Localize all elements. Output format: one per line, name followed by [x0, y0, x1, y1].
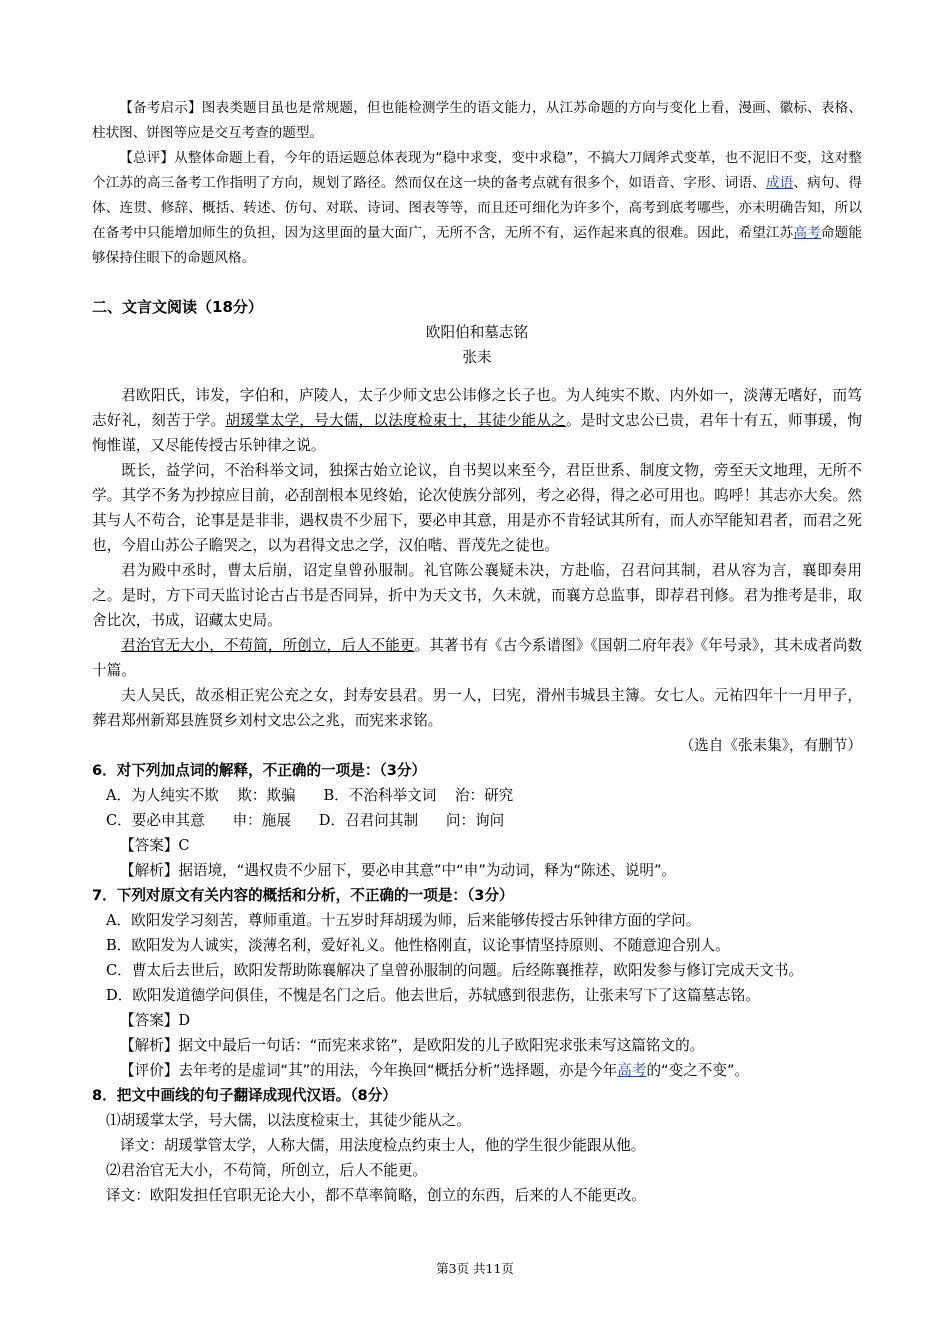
- section-heading: 二、文言文阅读（18分）: [92, 298, 263, 316]
- comment-text: 的“变之不变”。: [646, 1062, 750, 1079]
- underlined-sentence-2: 君治官无大小，不苟简，所创立，后人不能更: [121, 637, 415, 654]
- page-content: [92, 96, 862, 1208]
- exam-tip-paragraph: [92, 96, 862, 146]
- passage-text: 。其著书有《古今系谱图》《国朝二府年表》《年号录》，其未成者尚数十篇。: [92, 637, 862, 679]
- question-7-option-b: B．欧阳发为人诚实，淡薄名利，爱好礼义。他性格刚直，议论事情坚持原则、不随意迎合别人。: [106, 937, 730, 954]
- question-6-analysis: 【解析】据语境，“遇权贵不少屈下，要必申其意”中“申”为动词，释为“陈述、说明”。: [120, 862, 677, 879]
- passage-author: 张耒: [462, 349, 492, 366]
- review-text: 、病句、得体、连贯、修辞、概括、转述、仿句、对联、诗词、图表等等，而且还可细化为许多个，高考到底考哪些，亦未明确告知，所以在备考中只能增加师生的负担，因为这里面的量大面广，无所不含，无所不有，运作起来真的很难。因此，希望江苏: [92, 175, 863, 241]
- question-6-stem: 6．对下列加点词的解释，不正确的一项是：（3分）: [92, 762, 427, 779]
- review-paragraph: [92, 146, 862, 271]
- exam-tip-label: 【备考启示】: [119, 100, 202, 116]
- underlined-sentence-1: 胡瑗掌太学，号大儒，以法度检束士，其徒少能从之: [225, 412, 566, 429]
- question-6-option-row: A．为人纯实不欺 欺：欺骗 B．不治科举文词 治：研究: [106, 787, 514, 804]
- question-7-comment: [92, 1058, 862, 1083]
- question-8-translation-1: 译文：胡瑗掌管太学，人称大儒，用法度检点约束士人，他的学生很少能跟从他。: [120, 1137, 646, 1154]
- passage-text: 。是时文忠公已贵，君年十有五，师事瑗，恂恂惟谨，又尽能传授古乐钟律之说。: [92, 412, 862, 454]
- question-7-option-a: A．欧阳发学习刻苦，尊师重道。十五岁时拜胡瑗为师，后来能够传授古乐钟律方面的学问。: [106, 912, 701, 929]
- question-8-sentence-2: ⑵君治官无大小，不苟简，所创立，后人不能更。: [106, 1162, 428, 1179]
- passage-title: 欧阳伯和墓志铭: [425, 324, 529, 341]
- question-8-sentence-1: ⑴胡瑗掌太学，号大儒，以法度检束士，其徒少能从之。: [106, 1112, 471, 1129]
- passage-paragraph-4: [92, 633, 862, 683]
- question-7-answer: 【答案】D: [120, 1012, 191, 1029]
- question-7-option-c: C．曹太后去世后，欧阳发帮助陈襄解决了皇曾孙服制的问题。后经陈襄推荐，欧阳发参与修订完成天文书。: [106, 962, 804, 979]
- passage-source: （选自《张耒集》，有删节）: [679, 737, 862, 754]
- link-gaokao[interactable]: 高考: [793, 225, 821, 241]
- question-7-analysis: 【解析】据文中最后一句话：“而宪来求铭”，是欧阳发的儿子欧阳宪求张耒写这篇铭文的。: [120, 1037, 705, 1054]
- question-8-translation-2: 译文：欧阳发担任官职无论大小，都不草率简略，创立的东西，后来的人不能更改。: [106, 1187, 646, 1204]
- exam-tip-text: 图表类题目虽也是常规题，但也能检测学生的语文能力，从江苏命题的方向与变化上看，漫画、徽标、表格、柱状图、饼图等应是交互考查的题型。: [92, 100, 863, 141]
- passage-paragraph-5: 夫人吴氏，故丞相正宪公充之女，封寿安县君。男一人，曰宪，滑州韦城县主簿。女七人。元祐四年十一月甲子，葬君郑州新郑县旌贤乡刘村文忠公之兆，而宪来求铭。: [92, 687, 862, 729]
- review-label: 【总评】: [119, 150, 175, 166]
- question-6-option-row: C．要必申其意 申：施展 D．召君问其制 问：询问: [106, 812, 505, 829]
- question-7-stem: 7．下列对原文有关内容的概括和分析，不正确的一项是：（3分）: [92, 887, 514, 904]
- link-chengyu[interactable]: 成语: [765, 175, 794, 191]
- passage-paragraph-2: 既长，益学问，不治科举文词，独探古始立论议，自书契以来至今，君臣世系、制度文物，旁至天文地理，无所不学。其学不务为抄掠应目前，必刮剖根本见终始，论次使族分部列，考之必得，得之必可用也。呜呼！其志亦大矣。然其与人不苟合，论事是是非非，遇权贵不少屈下，要必申其意，用是亦不肯轻试其所有，而人亦罕能知君者，而君之死也，今眉山苏公子瞻哭之，以为君得文忠之学，汉伯喈、晋茂先之徒也。: [92, 462, 862, 554]
- review-text: 命题能够保持住眼下的命题风格。: [92, 225, 863, 266]
- comment-text: 【评价】去年考的是虚词“其”的用法，今年换回“概括分析”选择题，亦是今年: [120, 1062, 618, 1079]
- question-6-answer: 【答案】C: [120, 837, 190, 854]
- link-gaokao-comment[interactable]: 高考: [617, 1062, 647, 1079]
- review-text: 从整体命题上看，今年的语运题总体表现为“稳中求变，变中求稳”，不搞大刀阔斧式变革，也不泥旧不变，这对整个江苏的高三备考工作指明了方向，规划了路径。然而仅在这一块的备考点就有很多个，如语音、字形、词语、: [92, 150, 863, 191]
- question-8-stem: 8．把文中画线的句子翻译成现代汉语。（8分）: [92, 1087, 397, 1104]
- question-7-option-d: D．欧阳发道德学问俱佳，不愧是名门之后。他去世后，苏轼感到很悲伤，让张耒写下了这篇墓志铭。: [106, 987, 760, 1004]
- passage-paragraph-1: [92, 383, 862, 458]
- passage-text: 君欧阳氏，讳发，字伯和，庐陵人，太子少师文忠公讳修之长子也。为人纯实不欺、内外如一，淡薄无嗜好，而笃志好礼，刻苦于学。: [92, 387, 862, 429]
- passage-paragraph-3: 君为殿中丞时，曹太后崩，诏定皇曾孙服制。礼官陈公襄疑未决，方赴临，召君问其制，君从容为言，襄即奏用之。是时，方下司天监讨论古占书是否同异，折中为天文书，久未就，而襄方总监事，即荐君刊修。君为推考是非，取舍比次，书成，诏藏太史局。: [92, 562, 862, 629]
- page-footer: 第3页 共11页: [436, 1261, 514, 1276]
